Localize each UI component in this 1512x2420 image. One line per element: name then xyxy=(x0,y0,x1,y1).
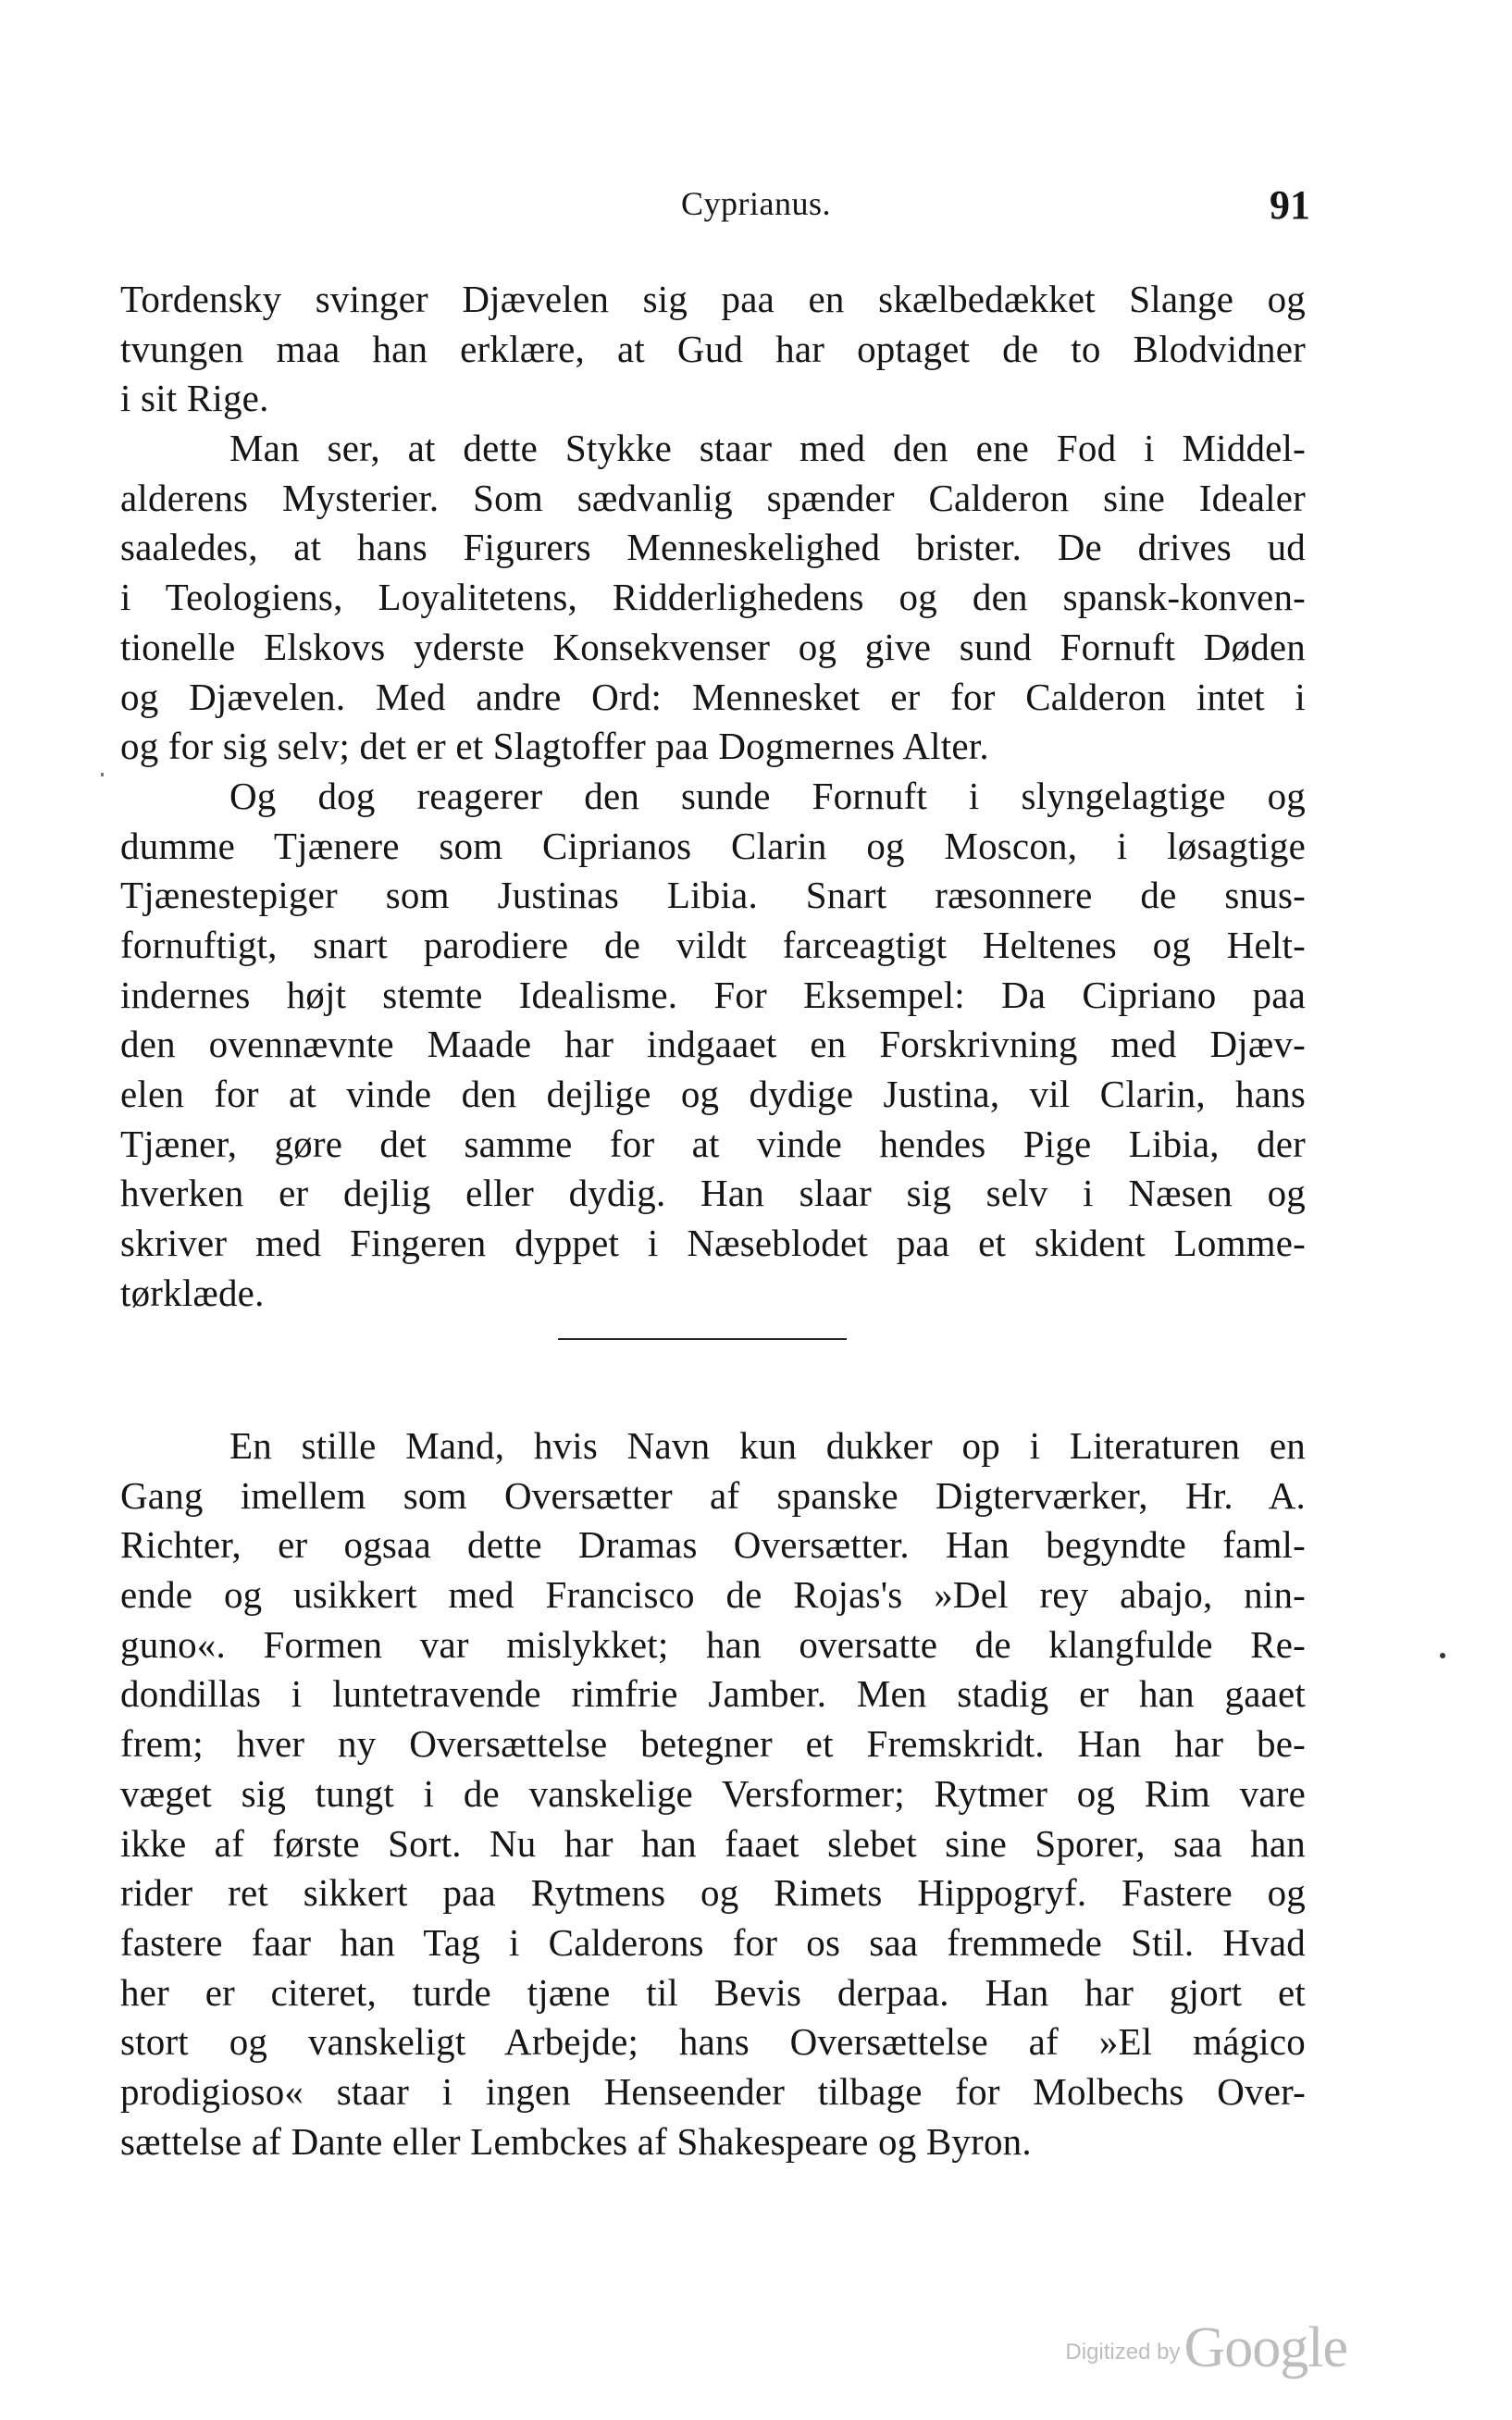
text-line: En stille Mand, hvis Navn kun dukker op i Literaturen en xyxy=(229,1424,1306,1467)
text-line: ende og usikkert med Francisco de Rojas's »Del rey abajo, nin- xyxy=(120,1573,1306,1617)
text-line: Tjæner, gøre det samme for at vinde hendes Pige Libia, der xyxy=(120,1122,1306,1165)
text-line: rider ret sikkert paa Rytmens og Rimets Hippogryf. Fastere og xyxy=(120,1871,1306,1915)
text-line: tørklæde. xyxy=(120,1271,265,1314)
text-line: væget sig tungt i de vanskelige Versformer; Rytmer og Rim vare xyxy=(120,1771,1306,1815)
text-line: i sit Rige. xyxy=(120,377,269,420)
text-line: fastere faar han Tag i Calderons for os saa fremmede Stil. Hvad xyxy=(120,1920,1306,1964)
text-line: sættelse af Dante eller Lembckes af Shakespeare og Byron. xyxy=(120,2119,1032,2163)
section-1-text xyxy=(120,275,1306,1318)
text-line: og Djævelen. Med andre Ord: Mennesket er for Calderon intet i xyxy=(120,675,1306,718)
text-line: Tjænestepiger som Justinas Libia. Snart ræsonnere de snus- xyxy=(120,874,1306,917)
text-line: her er citeret, turde tjæne til Bevis derpaa. Han har gjort et xyxy=(120,1970,1306,2014)
watermark-prefix: Digitized by xyxy=(1065,2339,1181,2364)
running-title: Cyprianus. xyxy=(681,185,831,222)
text-line: indernes højt stemte Idealisme. For Eksempel: Da Cipriano paa xyxy=(120,973,1306,1016)
text-line: ikke af første Sort. Nu har han faaet slebet sine Sporer, saa han xyxy=(120,1821,1306,1865)
text-line: Man ser, at dette Stykke staar med den ene Fod i Middel- xyxy=(229,427,1306,470)
text-line: den ovennævnte Maade har indgaaet en Forskrivning med Djæv- xyxy=(120,1023,1306,1066)
text-line: Gang imellem som Oversætter af spanske Digterværker, Hr. A. xyxy=(120,1473,1306,1517)
text-line: skriver med Fingeren dyppet i Næseblodet paa et skident Lomme- xyxy=(120,1222,1306,1265)
text-line: i Teologiens, Loyalitetens, Ridderlighedens og den spansk-konven- xyxy=(120,576,1306,619)
print-speck xyxy=(1440,1653,1445,1658)
text-line: elen for at vinde den dejlige og dydige Justina, vil Clarin, hans xyxy=(120,1073,1306,1115)
text-line: guno«. Formen var mislykket; han oversatte de klangfulde Re- xyxy=(120,1622,1306,1666)
text-line: tvungen maa han erklære, at Gud har optaget de to Blodvidner xyxy=(120,327,1306,370)
text-line: dumme Tjænere som Ciprianos Clarin og Moscon, i løsagtige xyxy=(120,824,1306,867)
section-divider xyxy=(558,1338,847,1340)
text-line: Og dog reagerer den sunde Fornuft i slyngelagtige og xyxy=(229,774,1306,817)
page-number: 91 xyxy=(1270,182,1310,228)
digitization-watermark xyxy=(1065,2315,1347,2381)
text-line: fornuftigt, snart parodiere de vildt farceagtigt Heltenes og Helt- xyxy=(120,923,1306,966)
text-line: hverken er dejlig eller dydig. Han slaar sig selv i Næsen og xyxy=(120,1172,1306,1215)
section-2-text xyxy=(120,1421,1306,2166)
text-line: prodigioso« staar i ingen Henseender tilbage for Molbechs Over- xyxy=(120,2069,1306,2113)
text-line: frem; hver ny Oversættelse betegner et Fremskridt. Han har be- xyxy=(120,1722,1306,1766)
watermark-brand-logo: Google xyxy=(1184,2316,1347,2379)
running-head xyxy=(0,183,1512,230)
text-line: tionelle Elskovs yderste Konsekvenser og give sund Fornuft Døden xyxy=(120,625,1306,668)
text-line: Tordensky svinger Djævelen sig paa en skælbedækket Slange og xyxy=(120,278,1306,320)
text-line: saaledes, at hans Figurers Menneskelighed brister. De drives ud xyxy=(120,526,1306,569)
text-line: og for sig selv; det er et Slagtoffer paa Dogmernes Alter. xyxy=(120,725,989,768)
text-line: Richter, er ogsaa dette Dramas Oversætter. Han begyndte faml- xyxy=(120,1523,1306,1567)
text-line: dondillas i luntetravende rimfrie Jamber. Men stadig er han gaaet xyxy=(120,1672,1306,1716)
print-speck xyxy=(101,773,104,776)
text-line: stort og vanskeligt Arbejde; hans Oversættelse af »El mágico xyxy=(120,2020,1306,2064)
text-line: alderens Mysterier. Som sædvanlig spænder Calderon sine Idealer xyxy=(120,476,1306,519)
